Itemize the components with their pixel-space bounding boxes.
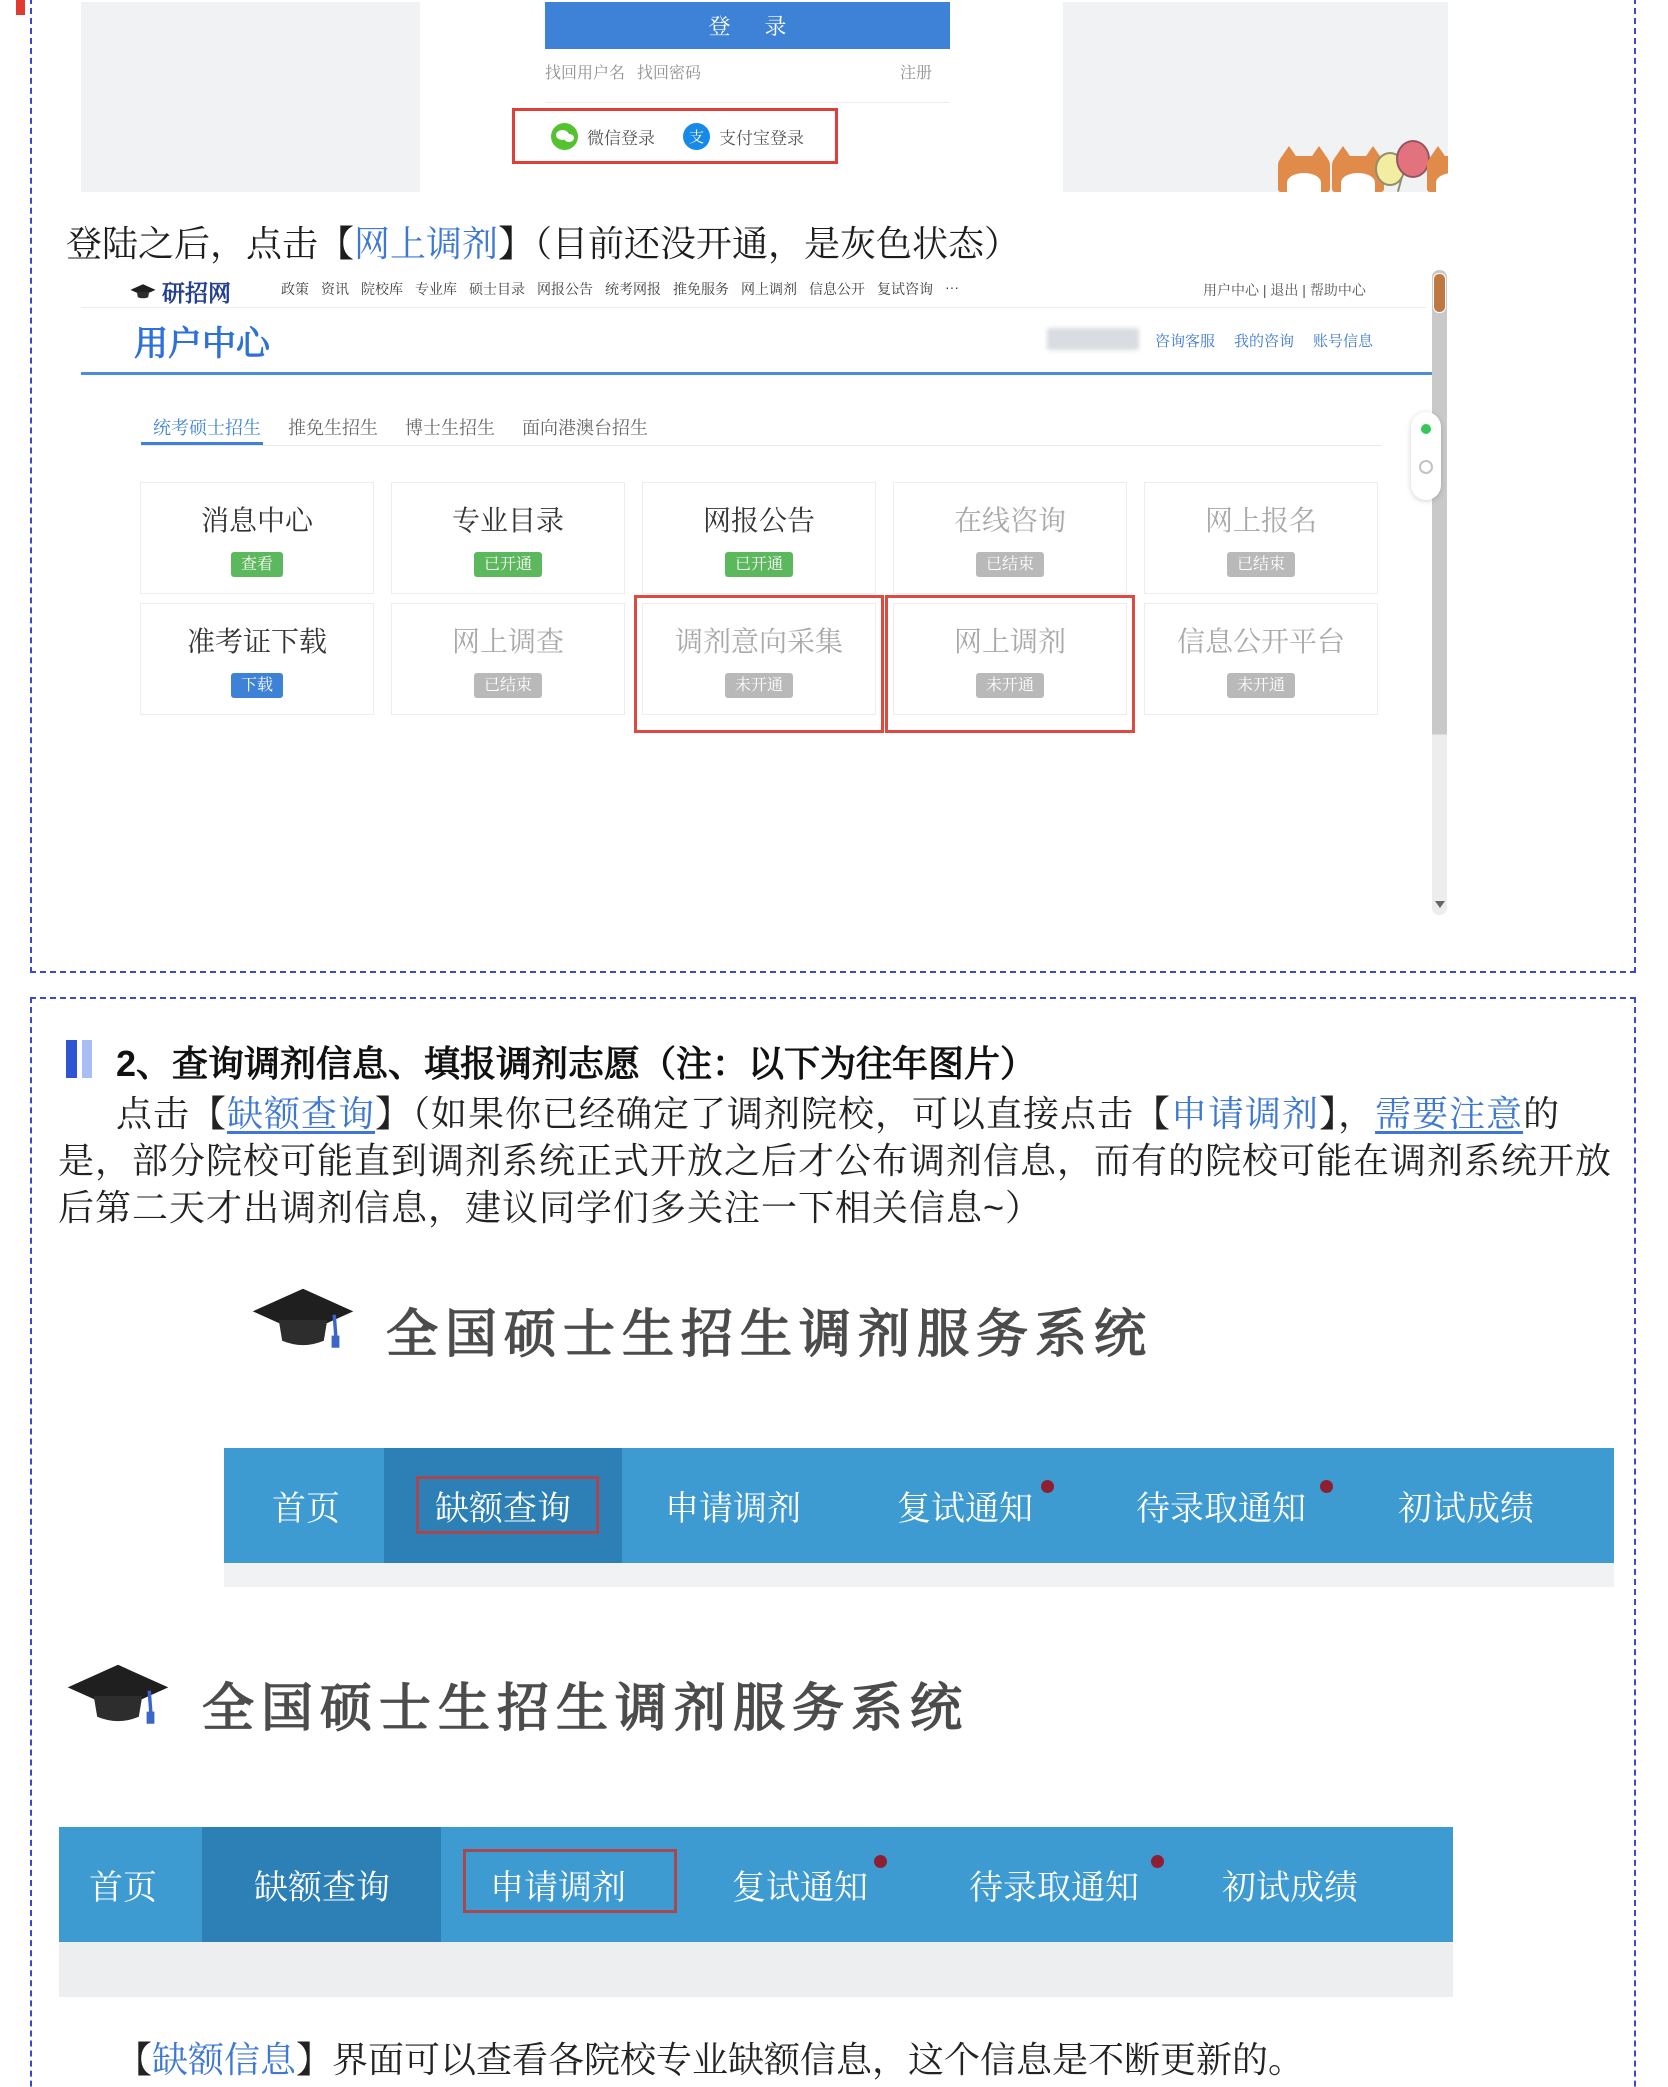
status-badge: 未开通 bbox=[976, 673, 1044, 698]
card-info-public[interactable]: 信息公开平台 未开通 bbox=[1144, 603, 1378, 715]
forgot-username-link[interactable]: 找回用户名 bbox=[545, 65, 626, 82]
nav-initial-score[interactable]: 初试成绩 bbox=[1222, 1869, 1358, 1907]
inline-link: 缺额信息 bbox=[152, 2039, 297, 2080]
login-button[interactable]: 登 录 bbox=[545, 2, 950, 49]
heading-bar-icon bbox=[66, 1040, 77, 1078]
graduation-cap-icon bbox=[130, 283, 156, 301]
status-badge: 已结束 bbox=[1227, 552, 1295, 577]
graduation-cap-icon bbox=[251, 1284, 355, 1356]
inline-link: 需要注意 bbox=[1375, 1093, 1524, 1134]
nav-vacancy-query[interactable]: 缺额查询 bbox=[254, 1869, 390, 1907]
card-admission-ticket[interactable]: 准考证下载 下载 bbox=[140, 603, 374, 715]
nav-initial-score[interactable]: 初试成绩 bbox=[1398, 1490, 1534, 1528]
account-links[interactable]: 用户中心 | 退出 | 帮助中心 bbox=[1203, 282, 1366, 298]
forgot-password-link[interactable]: 找回密码 bbox=[637, 65, 702, 82]
system-navbar bbox=[224, 1448, 1614, 1563]
notification-dot-icon bbox=[1151, 1855, 1164, 1868]
menu-item[interactable]: 推免服务 bbox=[673, 281, 729, 297]
card-online-apply[interactable]: 网上报名 已结束 bbox=[1144, 482, 1378, 594]
card-major-catalog[interactable]: 专业目录 已开通 bbox=[391, 482, 625, 594]
section-heading: 2、查询调剂信息、填报调剂志愿（注：以下为往年图片） bbox=[116, 1043, 1037, 1084]
account-info-link[interactable]: 账号信息 bbox=[1313, 333, 1374, 350]
login-screenshot bbox=[81, 2, 1448, 192]
graduation-cap-icon bbox=[66, 1660, 170, 1732]
divider bbox=[545, 102, 950, 103]
status-badge: 查看 bbox=[231, 552, 283, 577]
widget-circle-icon bbox=[1419, 460, 1433, 474]
nav-home[interactable]: 首页 bbox=[89, 1869, 157, 1907]
nav-vacancy-query[interactable]: 缺额查询 bbox=[435, 1490, 571, 1528]
status-badge: 已开通 bbox=[725, 552, 793, 577]
menu-item[interactable]: 网报公告 bbox=[537, 281, 593, 297]
system-title: 全国硕士生招生调剂服务系统 bbox=[202, 1680, 970, 1738]
site-top-nav bbox=[81, 268, 1426, 308]
notification-dot-icon bbox=[1320, 1480, 1333, 1493]
register-link[interactable]: 注册 bbox=[900, 65, 933, 82]
nav-apply-adjust[interactable]: 申请调剂 bbox=[490, 1869, 626, 1907]
notification-dot-icon bbox=[874, 1855, 887, 1868]
scrollbar[interactable] bbox=[1432, 270, 1447, 915]
wechat-login-button[interactable] bbox=[551, 123, 655, 150]
nav-admission-notice[interactable]: 待录取通知 bbox=[1136, 1490, 1306, 1528]
alipay-login-label: 支付宝登录 bbox=[719, 128, 804, 148]
scroll-down-icon[interactable] bbox=[1435, 901, 1445, 908]
menu-item[interactable]: 资讯 bbox=[321, 281, 349, 297]
cat-icon bbox=[1278, 146, 1330, 192]
card-online-adjust[interactable]: 网上调剂 未开通 bbox=[893, 603, 1127, 715]
wechat-login-label: 微信登录 bbox=[587, 128, 655, 148]
status-badge: 未开通 bbox=[1227, 673, 1295, 698]
card-online-consult[interactable]: 在线咨询 已结束 bbox=[893, 482, 1127, 594]
red-annotation-box bbox=[512, 108, 838, 164]
status-badge: 未开通 bbox=[725, 673, 793, 698]
card-online-survey[interactable]: 网上调查 已结束 bbox=[391, 603, 625, 715]
tab-unified-master[interactable]: 统考硕士招生 bbox=[153, 418, 261, 438]
service-card-grid bbox=[140, 482, 1378, 715]
tab-bar bbox=[153, 414, 648, 440]
status-badge: 已结束 bbox=[976, 552, 1044, 577]
page-strip bbox=[59, 1942, 1453, 1997]
header-links bbox=[1155, 330, 1373, 351]
divider bbox=[141, 445, 1381, 446]
nav-home[interactable]: 首页 bbox=[272, 1490, 340, 1528]
alipay-icon: 支 bbox=[683, 123, 710, 150]
wechat-icon bbox=[551, 123, 578, 150]
scrollbar-thumb[interactable] bbox=[1433, 273, 1446, 313]
my-consult-link[interactable]: 我的咨询 bbox=[1234, 333, 1295, 350]
caption-text: 登陆之后，点击【网上调剂】（目前还没开通，是灰色状态） bbox=[66, 223, 1021, 264]
nav-retest-notice[interactable]: 复试通知 bbox=[897, 1490, 1033, 1528]
menu-item[interactable]: 政策 bbox=[281, 281, 309, 297]
caption-highlight: 网上调剂 bbox=[354, 223, 499, 264]
status-badge: 已结束 bbox=[474, 673, 542, 698]
login-panel bbox=[420, 2, 1063, 192]
floating-widget[interactable] bbox=[1411, 412, 1441, 500]
cat-icon bbox=[1427, 146, 1448, 192]
menu-item[interactable]: 专业库 bbox=[415, 281, 457, 297]
inline-link: 申请调剂 bbox=[1171, 1093, 1320, 1134]
site-logo[interactable] bbox=[130, 275, 231, 308]
alipay-login-button[interactable] bbox=[683, 123, 804, 150]
status-badge: 下载 bbox=[231, 673, 283, 698]
menu-more[interactable]: ··· bbox=[945, 279, 959, 295]
page-strip bbox=[224, 1563, 1614, 1587]
tab-exempt[interactable]: 推免生招生 bbox=[288, 418, 378, 438]
inline-link: 缺额查询 bbox=[227, 1093, 376, 1134]
menu-item[interactable]: 网上调剂 bbox=[741, 281, 797, 297]
menu-item[interactable]: 复试咨询 bbox=[877, 281, 933, 297]
blurred-user-id bbox=[1047, 328, 1139, 350]
menu-item[interactable]: 院校库 bbox=[361, 281, 403, 297]
user-center-screenshot bbox=[81, 268, 1448, 926]
menu-item[interactable]: 统考网报 bbox=[605, 281, 661, 297]
menu-item[interactable]: 硕士目录 bbox=[469, 281, 525, 297]
body-paragraph: 点击【缺额查询】（如果你已经确定了调剂院校，可以直接点击【申请调剂】，需要注意的是，部分院校可能直到调剂系统正式开放之后才公布调剂信息，而有的院校可能在调剂系统开放后第二天才出调剂信息，建议同学们多关注一下相关信息~） bbox=[58, 1093, 1613, 1228]
status-badge: 已开通 bbox=[474, 552, 542, 577]
site-logo-label: 研招网 bbox=[162, 280, 231, 306]
nav-admission-notice[interactable]: 待录取通知 bbox=[969, 1869, 1139, 1907]
menu-item[interactable]: 信息公开 bbox=[809, 281, 865, 297]
heading-bar-icon bbox=[82, 1040, 92, 1078]
status-dot-icon bbox=[1421, 424, 1431, 434]
nav-apply-adjust[interactable]: 申请调剂 bbox=[665, 1490, 801, 1528]
system-navbar bbox=[59, 1827, 1453, 1942]
red-annotation-fragment bbox=[16, 0, 25, 15]
page-title: 用户中心 bbox=[134, 325, 270, 363]
nav-retest-notice[interactable]: 复试通知 bbox=[732, 1869, 868, 1907]
card-online-notice[interactable]: 网报公告 已开通 bbox=[642, 482, 876, 594]
card-adjust-intention[interactable]: 调剂意向采集 未开通 bbox=[642, 603, 876, 715]
notification-dot-icon bbox=[1041, 1480, 1054, 1493]
tab-hk-macao-taiwan[interactable]: 面向港澳台招生 bbox=[522, 418, 648, 438]
divider bbox=[81, 372, 1432, 375]
system-title: 全国硕士生招生调剂服务系统 bbox=[386, 1306, 1154, 1364]
service-link[interactable]: 咨询客服 bbox=[1155, 333, 1216, 350]
tab-doctoral[interactable]: 博士生招生 bbox=[405, 418, 495, 438]
footer-text: 【缺额信息】界面可以查看各院校专业缺额信息，这个信息是不断更新的。 bbox=[116, 2039, 1305, 2080]
site-menu bbox=[281, 279, 959, 299]
card-message-center[interactable]: 消息中心 查看 bbox=[140, 482, 374, 594]
